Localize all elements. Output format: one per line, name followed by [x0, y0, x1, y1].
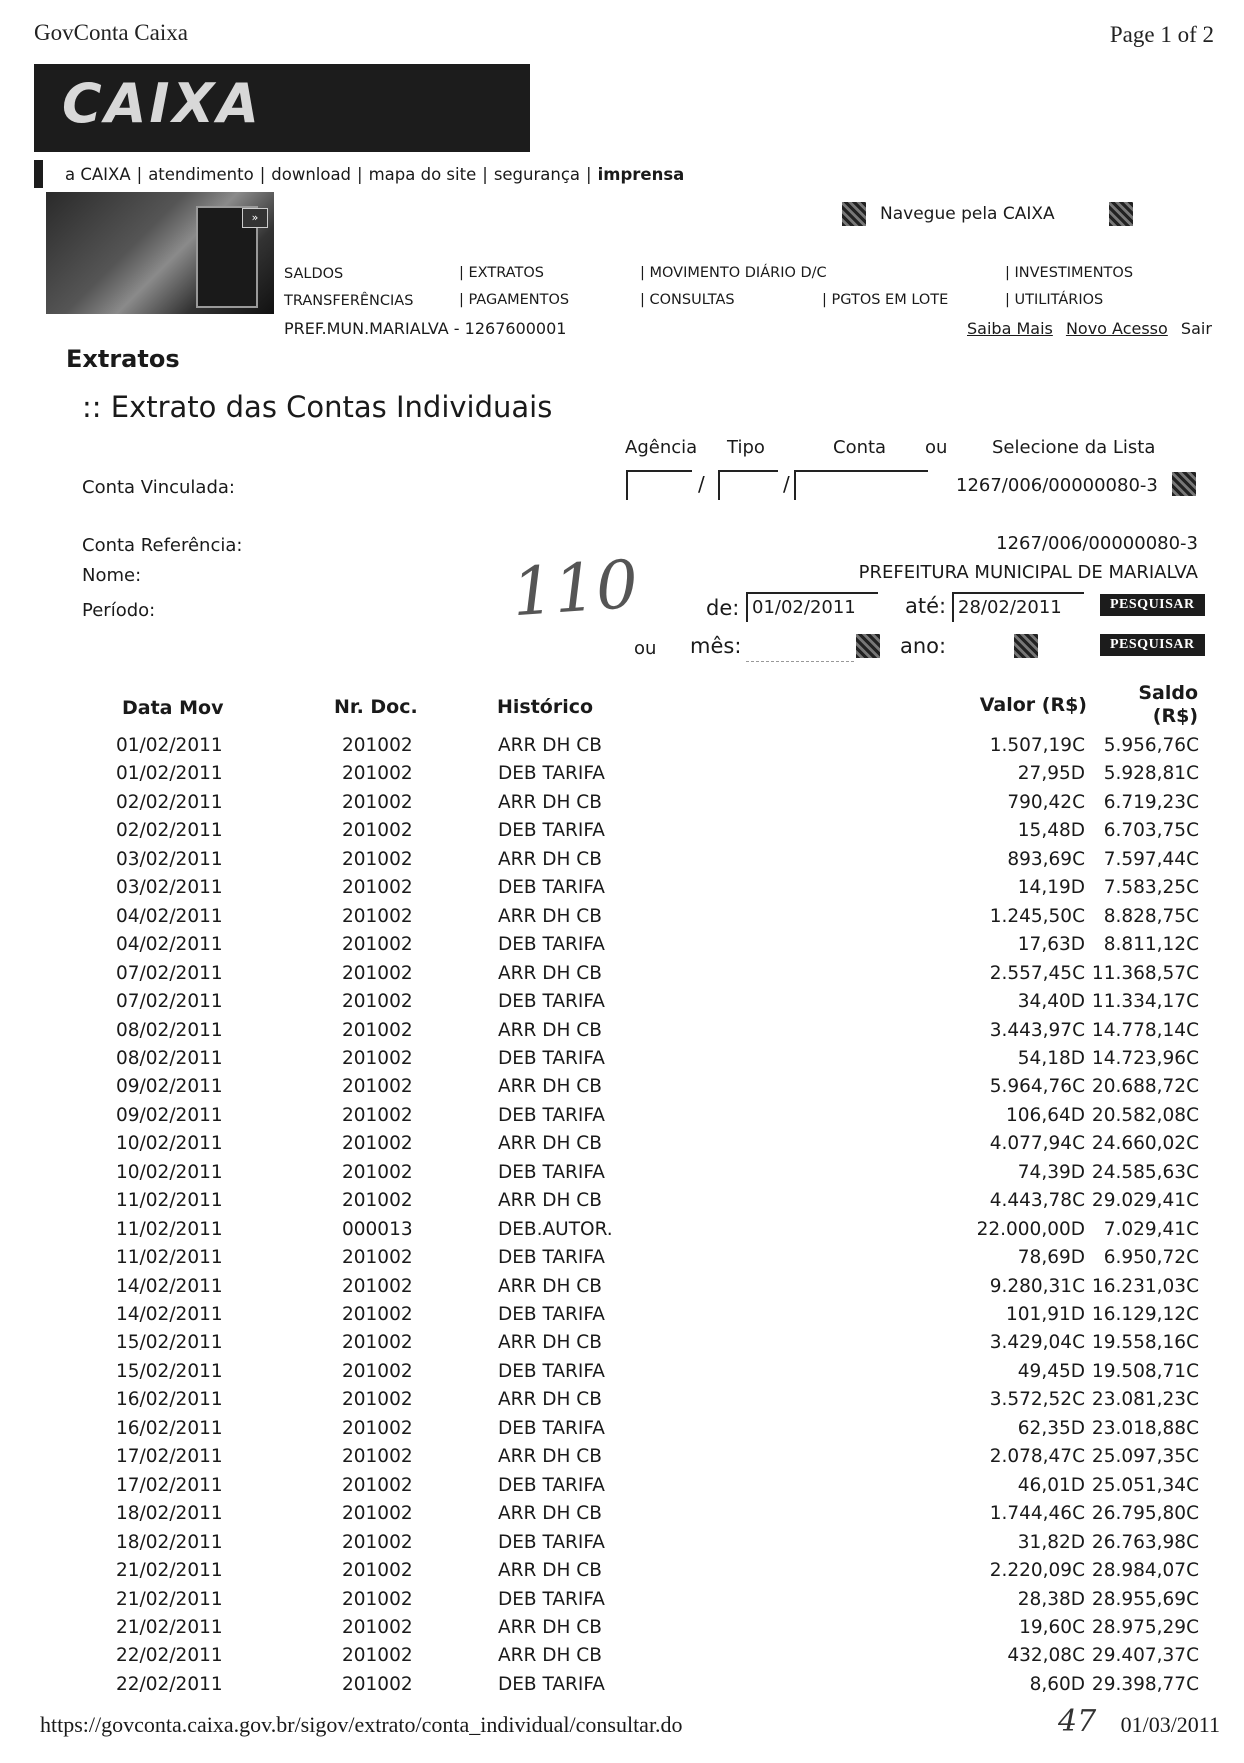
cell-historico: ARR DH CB [498, 1076, 602, 1098]
col-header-saldo-1: Saldo [1138, 682, 1198, 704]
saiba-mais-link[interactable]: Saiba Mais [967, 319, 1053, 338]
nav-separator: | [482, 164, 488, 184]
cell-saldo: 14.778,14C [1091, 1019, 1199, 1041]
cell-valor: 27,95D [1017, 763, 1085, 785]
table-row [0, 906, 1244, 934]
slash: / [783, 472, 790, 496]
cell-valor: 9.280,31C [989, 1275, 1085, 1297]
cell-doc: 201002 [342, 1560, 413, 1582]
cell-historico: DEB TARIFA [498, 1360, 605, 1382]
cell-historico: DEB TARIFA [498, 1417, 605, 1439]
page-number: Page 1 of 2 [1109, 22, 1214, 47]
cell-doc: 201002 [342, 1503, 413, 1525]
cell-saldo: 26.763,98C [1091, 1531, 1199, 1553]
ano-label: ano: [900, 634, 947, 658]
top-nav-link[interactable]: a CAIXA [65, 164, 131, 184]
cell-doc: 201002 [342, 1588, 413, 1610]
cell-historico: ARR DH CB [498, 905, 602, 927]
cell-doc: 201002 [342, 962, 413, 984]
cell-valor: 34,40D [1017, 991, 1085, 1013]
cell-historico: ARR DH CB [498, 1275, 602, 1297]
tipo-input[interactable] [718, 470, 778, 500]
agencia-input[interactable] [626, 470, 692, 500]
table-row [0, 963, 1244, 991]
cell-doc: 201002 [342, 905, 413, 927]
cell-date: 02/02/2011 [116, 820, 223, 842]
cell-saldo: 11.368,57C [1091, 962, 1199, 984]
cell-date: 18/02/2011 [116, 1531, 223, 1553]
cell-doc: 201002 [342, 1161, 413, 1183]
cell-date: 09/02/2011 [116, 1104, 223, 1126]
conta-vinculada-label: Conta Vinculada: [82, 477, 235, 498]
cell-historico: DEB TARIFA [498, 1531, 605, 1553]
cell-valor: 5.964,76C [989, 1076, 1085, 1098]
top-nav-link[interactable]: download [271, 164, 352, 184]
cell-date: 21/02/2011 [116, 1560, 223, 1582]
nome-label: Nome: [82, 565, 142, 586]
cell-saldo: 20.688,72C [1091, 1076, 1199, 1098]
top-nav-link[interactable]: mapa do site [368, 164, 477, 184]
cell-date: 15/02/2011 [116, 1360, 223, 1382]
footer-date: 01/03/2011 [1120, 1712, 1220, 1737]
nav-separator: | [586, 164, 592, 184]
cell-historico: DEB TARIFA [498, 877, 605, 899]
cell-valor: 2.078,47C [989, 1446, 1085, 1468]
cell-date: 17/02/2011 [116, 1474, 223, 1496]
cell-saldo: 5.928,81C [1103, 763, 1199, 785]
table-row [0, 1133, 1244, 1161]
nav-separator: | [357, 164, 363, 184]
table-row [0, 1332, 1244, 1360]
cell-historico: DEB TARIFA [498, 1304, 605, 1325]
cell-doc: 201002 [342, 1389, 413, 1411]
table-row [0, 849, 1244, 877]
cell-valor: 1.744,46C [989, 1503, 1085, 1525]
menu-transferencias[interactable]: TRANSFERÊNCIAS [284, 293, 414, 309]
menu-consultas[interactable]: | CONSULTAS [640, 292, 735, 308]
cell-doc: 201002 [342, 1190, 413, 1212]
cell-doc: 201002 [342, 1247, 413, 1269]
handwritten-note: 110 [509, 545, 641, 632]
cell-doc: 201002 [342, 791, 413, 813]
cell-date: 07/02/2011 [116, 962, 223, 984]
cell-historico: ARR DH CB [498, 1190, 602, 1212]
cell-historico: ARR DH CB [498, 1560, 602, 1582]
cell-date: 22/02/2011 [116, 1673, 223, 1695]
cell-valor: 1.507,19C [989, 735, 1085, 756]
cell-doc: 201002 [342, 820, 413, 842]
cell-date: 08/02/2011 [116, 1019, 223, 1041]
table-row [0, 792, 1244, 820]
cell-date: 11/02/2011 [116, 1218, 223, 1240]
pesquisar-month-button[interactable]: PESQUISAR [1100, 634, 1205, 656]
cell-doc: 201002 [342, 934, 413, 956]
cell-valor: 106,64D [1006, 1104, 1085, 1126]
conta-input[interactable] [794, 470, 928, 500]
table-row [0, 1674, 1244, 1702]
table-row [0, 1162, 1244, 1190]
sair-link[interactable]: Sair [1180, 319, 1212, 338]
cell-valor: 790,42C [1007, 791, 1085, 813]
cell-historico: DEB TARIFA [498, 1474, 605, 1496]
slash: / [698, 472, 705, 496]
cell-doc: 201002 [342, 1275, 413, 1297]
col-header-valor: Valor (R$) [979, 694, 1087, 716]
table-row [0, 1532, 1244, 1560]
logo-band[interactable] [34, 64, 530, 152]
cell-saldo: 28.955,69C [1091, 1588, 1199, 1610]
cell-date: 04/02/2011 [116, 934, 223, 956]
cell-historico: DEB TARIFA [498, 1047, 605, 1069]
cell-valor: 46,01D [1017, 1474, 1085, 1496]
ou-label: ou [634, 638, 657, 659]
cell-valor: 893,69C [1007, 848, 1085, 870]
cell-doc: 201002 [342, 735, 413, 756]
cell-valor: 1.245,50C [989, 905, 1085, 927]
top-nav-link[interactable]: segurança [493, 164, 581, 184]
cell-valor: 17,63D [1017, 934, 1085, 956]
year-dropdown-icon[interactable] [1014, 634, 1038, 658]
cell-saldo: 23.081,23C [1091, 1389, 1199, 1411]
table-row [0, 1247, 1244, 1275]
cell-historico: ARR DH CB [498, 735, 602, 756]
cell-date: 15/02/2011 [116, 1332, 223, 1354]
nav-separator: | [136, 164, 143, 184]
cell-valor: 62,35D [1017, 1417, 1085, 1439]
cell-saldo: 8.811,12C [1103, 934, 1199, 956]
table-row [0, 1645, 1244, 1673]
cell-date: 02/02/2011 [116, 791, 223, 813]
table-row [0, 820, 1244, 848]
cell-saldo: 24.585,63C [1091, 1161, 1199, 1183]
cell-date: 03/02/2011 [116, 848, 223, 870]
handwritten-mark: 47 [1058, 1704, 1097, 1739]
cell-valor: 15,48D [1017, 820, 1085, 842]
cell-historico: ARR DH CB [498, 1389, 602, 1411]
cell-date: 16/02/2011 [116, 1389, 223, 1411]
month-dropdown-icon[interactable] [856, 634, 880, 658]
cell-saldo: 25.051,34C [1091, 1474, 1199, 1496]
cell-date: 09/02/2011 [116, 1076, 223, 1098]
pesquisar-period-button[interactable]: PESQUISAR [1100, 594, 1205, 616]
cell-saldo: 5.956,76C [1103, 735, 1199, 756]
cell-saldo: 26.795,80C [1091, 1503, 1199, 1525]
table-row [0, 1219, 1244, 1247]
cell-saldo: 7.029,41C [1103, 1218, 1199, 1240]
cell-historico: DEB TARIFA [498, 1104, 605, 1126]
menu-pagamentos[interactable]: | PAGAMENTOS [459, 292, 570, 308]
cell-saldo: 16.231,03C [1091, 1275, 1199, 1297]
cell-saldo: 7.597,44C [1103, 848, 1199, 870]
cell-historico: DEB TARIFA [498, 1673, 605, 1695]
nav-separator: | [259, 164, 266, 184]
cell-valor: 49,45D [1017, 1360, 1085, 1382]
footer-url: https://govconta.caixa.gov.br/sigov/extrato/conta_individual/consultar.do [40, 1712, 683, 1737]
table-row [0, 877, 1244, 905]
cell-doc: 201002 [342, 1531, 413, 1553]
cell-doc: 201002 [342, 763, 413, 785]
cell-valor: 54,18D [1017, 1047, 1085, 1069]
top-nav [34, 160, 684, 188]
cell-saldo: 6.703,75C [1103, 820, 1199, 842]
table-row [0, 1361, 1244, 1389]
user-links [967, 319, 1212, 338]
table-row [0, 1276, 1244, 1304]
selecione-header: Selecione da Lista [992, 437, 1156, 458]
table-row [0, 1446, 1244, 1474]
cell-saldo: 28.984,07C [1091, 1560, 1199, 1582]
table-row [0, 991, 1244, 1019]
cell-date: 16/02/2011 [116, 1417, 223, 1439]
cell-doc: 201002 [342, 1645, 413, 1667]
cell-date: 21/02/2011 [116, 1616, 223, 1638]
table-row [0, 1105, 1244, 1133]
cell-date: 07/02/2011 [116, 991, 223, 1013]
cell-doc: 201002 [342, 848, 413, 870]
navegue-bar [842, 202, 1133, 226]
cell-doc: 201002 [342, 1673, 413, 1695]
cell-valor: 14,19D [1017, 877, 1085, 899]
cell-historico: DEB TARIFA [498, 1247, 605, 1269]
menu-saldos[interactable]: SALDOS [284, 266, 344, 282]
date-to-input[interactable]: 28/02/2011 [952, 592, 1084, 622]
account-line: PREF.MUN.MARIALVA - 1267600001 [284, 319, 567, 338]
nome-value: PREFEITURA MUNICIPAL DE MARIALVA [858, 562, 1198, 583]
cell-saldo: 23.018,88C [1091, 1417, 1199, 1439]
cell-valor: 4.077,94C [989, 1133, 1085, 1155]
cell-saldo: 29.398,77C [1091, 1673, 1199, 1695]
cell-saldo: 7.583,25C [1103, 877, 1199, 899]
cell-saldo: 28.975,29C [1091, 1616, 1199, 1638]
cell-historico: ARR DH CB [498, 1019, 602, 1041]
cell-saldo: 29.407,37C [1091, 1645, 1199, 1667]
table-row [0, 1389, 1244, 1417]
cell-saldo: 29.029,41C [1091, 1190, 1199, 1212]
col-header-saldo-2: (R$) [1152, 705, 1198, 727]
cell-saldo: 20.582,08C [1091, 1104, 1199, 1126]
cell-saldo: 14.723,96C [1091, 1047, 1199, 1069]
cell-historico: ARR DH CB [498, 791, 602, 813]
cell-doc: 201002 [342, 1133, 413, 1155]
cell-valor: 78,69D [1017, 1247, 1085, 1269]
cell-historico: DEB.AUTOR. [498, 1218, 613, 1240]
cell-historico: ARR DH CB [498, 1332, 602, 1354]
table-row [0, 1560, 1244, 1588]
cell-valor: 2.220,09C [989, 1560, 1085, 1582]
cell-saldo: 16.129,12C [1091, 1304, 1199, 1325]
section-title: Extratos [66, 345, 180, 373]
cell-doc: 201002 [342, 877, 413, 899]
menu-extratos[interactable]: | EXTRATOS [459, 265, 544, 281]
cell-historico: ARR DH CB [498, 962, 602, 984]
cell-date: 04/02/2011 [116, 905, 223, 927]
conta-header: Conta [833, 437, 887, 458]
cell-saldo: 24.660,02C [1091, 1133, 1199, 1155]
ou-header: ou [925, 437, 948, 458]
table-row [0, 1475, 1244, 1503]
cell-saldo: 11.334,17C [1091, 991, 1199, 1013]
cell-doc: 201002 [342, 1047, 413, 1069]
cell-doc: 201002 [342, 1616, 413, 1638]
ate-label: até: [905, 594, 947, 618]
cell-date: 10/02/2011 [116, 1133, 223, 1155]
cell-historico: ARR DH CB [498, 1446, 602, 1468]
menu-pgtos-lote[interactable]: | PGTOS EM LOTE [822, 292, 949, 308]
table-row [0, 1190, 1244, 1218]
cell-historico: DEB TARIFA [498, 934, 605, 956]
cell-doc: 000013 [342, 1218, 413, 1240]
table-row [0, 1418, 1244, 1446]
novo-acesso-link[interactable]: Novo Acesso [1065, 319, 1168, 338]
table-row [0, 934, 1244, 962]
cell-valor: 31,82D [1017, 1531, 1085, 1553]
cell-historico: DEB TARIFA [498, 991, 605, 1013]
cell-valor: 8,60D [1029, 1673, 1085, 1695]
top-nav-link[interactable]: imprensa [597, 164, 685, 184]
cell-doc: 201002 [342, 1417, 413, 1439]
cell-doc: 201002 [342, 1076, 413, 1098]
conta-referencia-label: Conta Referência: [82, 535, 243, 556]
cell-valor: 3.572,52C [989, 1389, 1085, 1411]
banner-image [46, 192, 274, 314]
table-row [0, 1304, 1244, 1332]
table-row [0, 1076, 1244, 1104]
cell-historico: ARR DH CB [498, 1645, 602, 1667]
cell-date: 10/02/2011 [116, 1161, 223, 1183]
cell-doc: 201002 [342, 1104, 413, 1126]
navigate-dropdown-icon[interactable] [1109, 202, 1133, 226]
menu-utilitarios[interactable]: | UTILITÁRIOS [1005, 292, 1104, 308]
cell-date: 14/02/2011 [116, 1275, 223, 1297]
cell-historico: ARR DH CB [498, 1616, 602, 1638]
table-row [0, 735, 1244, 763]
cell-historico: ARR DH CB [498, 1133, 602, 1155]
selected-account[interactable]: 1267/006/00000080-3 [956, 475, 1158, 496]
cell-date: 22/02/2011 [116, 1645, 223, 1667]
cell-historico: DEB TARIFA [498, 1161, 605, 1183]
cell-date: 17/02/2011 [116, 1446, 223, 1468]
cell-historico: ARR DH CB [498, 1503, 602, 1525]
cell-valor: 19,60C [1019, 1616, 1085, 1638]
table-row [0, 1589, 1244, 1617]
navegue-label[interactable]: Navegue pela CAIXA [880, 204, 1055, 224]
cell-valor: 2.557,45C [989, 962, 1085, 984]
table-row [0, 1048, 1244, 1076]
menu-investimentos[interactable]: | INVESTIMENTOS [1005, 265, 1134, 281]
month-select[interactable] [746, 633, 854, 662]
cell-historico: ARR DH CB [498, 848, 602, 870]
cell-doc: 201002 [342, 1474, 413, 1496]
cell-date: 08/02/2011 [116, 1047, 223, 1069]
table-row [0, 1020, 1244, 1048]
tipo-header: Tipo [727, 437, 765, 458]
cell-saldo: 19.558,16C [1091, 1332, 1199, 1354]
cell-date: 11/02/2011 [116, 1247, 223, 1269]
table-row [0, 1503, 1244, 1531]
col-header-historico: Histórico [497, 696, 594, 718]
cell-date: 03/02/2011 [116, 877, 223, 899]
menu-movimento[interactable]: | MOVIMENTO DIÁRIO D/C [640, 265, 827, 281]
cell-date: 18/02/2011 [116, 1503, 223, 1525]
cell-valor: 28,38D [1017, 1588, 1085, 1610]
cell-valor: 22.000,00D [976, 1218, 1085, 1240]
cell-doc: 201002 [342, 1332, 413, 1354]
agencia-header: Agência [625, 437, 698, 458]
cell-doc: 201002 [342, 991, 413, 1013]
col-header-data: Data Mov [122, 697, 224, 719]
page-title: :: Extrato das Contas Individuais [82, 390, 553, 424]
cell-valor: 432,08C [1007, 1645, 1085, 1667]
cell-doc: 201002 [342, 1019, 413, 1041]
cell-saldo: 25.097,35C [1091, 1446, 1199, 1468]
cell-saldo: 8.828,75C [1103, 905, 1199, 927]
cell-saldo: 6.719,23C [1103, 791, 1199, 813]
select-list-icon[interactable] [1172, 472, 1196, 496]
cell-date: 01/02/2011 [116, 735, 223, 756]
print-title: GovConta Caixa [34, 20, 188, 45]
cell-doc: 201002 [342, 1446, 413, 1468]
cell-saldo: 6.950,72C [1103, 1247, 1199, 1269]
cell-historico: DEB TARIFA [498, 820, 605, 842]
col-header-doc: Nr. Doc. [334, 696, 418, 718]
cell-doc: 201002 [342, 1304, 413, 1325]
table-row [0, 763, 1244, 791]
cell-saldo: 19.508,71C [1091, 1360, 1199, 1382]
cell-date: 01/02/2011 [116, 763, 223, 785]
conta-referencia-value: 1267/006/00000080-3 [996, 533, 1198, 554]
cell-doc: 201002 [342, 1360, 413, 1382]
forward-arrow-icon[interactable]: » [242, 208, 268, 228]
cell-valor: 3.443,97C [989, 1019, 1085, 1041]
caixa-logo: CAIXA [62, 72, 262, 135]
date-from-input[interactable]: 01/02/2011 [746, 592, 878, 622]
periodo-label: Período: [82, 600, 156, 621]
cell-valor: 3.429,04C [989, 1332, 1085, 1354]
cell-historico: DEB TARIFA [498, 763, 605, 785]
mes-label: mês: [690, 634, 742, 658]
top-nav-link[interactable]: atendimento [148, 164, 254, 184]
table-row [0, 1617, 1244, 1645]
cell-valor: 4.443,78C [989, 1190, 1085, 1212]
cell-date: 14/02/2011 [116, 1304, 223, 1325]
navigate-icon[interactable] [842, 202, 866, 226]
cell-date: 21/02/2011 [116, 1588, 223, 1610]
de-label: de: [706, 596, 740, 620]
cell-historico: DEB TARIFA [498, 1588, 605, 1610]
cell-date: 11/02/2011 [116, 1190, 223, 1212]
cell-valor: 74,39D [1017, 1161, 1085, 1183]
cell-valor: 101,91D [1006, 1304, 1085, 1325]
